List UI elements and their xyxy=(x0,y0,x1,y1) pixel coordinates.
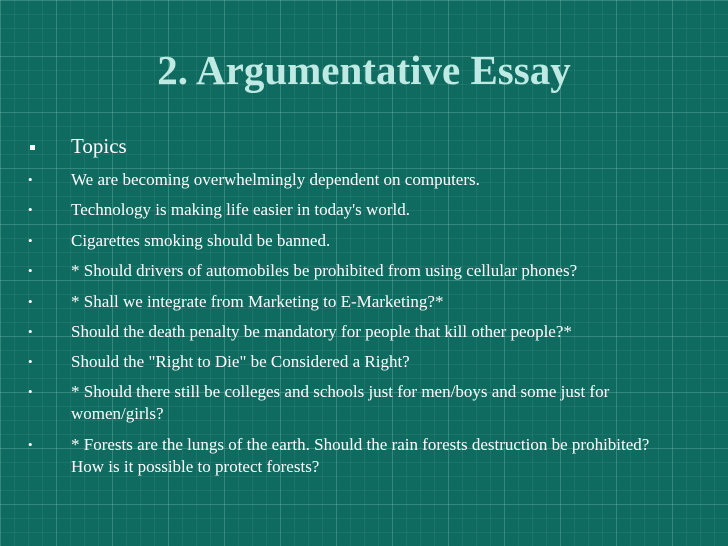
slide-title: 2. Argumentative Essay xyxy=(157,47,571,93)
dot-bullet-icon: • xyxy=(28,384,33,399)
dot-bullet-icon: • xyxy=(28,263,33,278)
dot-bullet-icon: • xyxy=(28,294,33,309)
list-item-label: We are becoming overwhelmingly dependent on computers. xyxy=(71,170,480,189)
dot-bullet-icon: • xyxy=(28,354,33,369)
list-item-label: Topics xyxy=(71,134,127,158)
list-item-label: * Forests are the lungs of the earth. Should the rain forests destruction be prohibited? How is it possible to protect forests? xyxy=(71,435,650,476)
dot-bullet-icon: • xyxy=(28,324,33,339)
list-item-label: Should the death penalty be mandatory for people that kill other people?* xyxy=(71,322,572,341)
dot-bullet-icon: • xyxy=(28,233,33,248)
list-item-label: Cigarettes smoking should be banned. xyxy=(71,231,331,250)
list-item-label: * Shall we integrate from Marketing to E-Marketing?* xyxy=(71,292,444,311)
dot-bullet-icon: • xyxy=(28,437,33,452)
list-item-label: Technology is making life easier in today's world. xyxy=(71,200,410,219)
dot-bullet-icon: • xyxy=(28,172,33,187)
square-bullet-icon xyxy=(30,145,35,150)
dot-bullet-icon: • xyxy=(28,202,33,217)
list-item-label: * Should there still be colleges and schools just for men/boys and some just for women/girls? xyxy=(71,382,610,423)
list-item-label: * Should drivers of automobiles be prohibited from using cellular phones? xyxy=(71,261,578,280)
list-item-label: Should the "Right to Die" be Considered a Right? xyxy=(71,352,410,371)
